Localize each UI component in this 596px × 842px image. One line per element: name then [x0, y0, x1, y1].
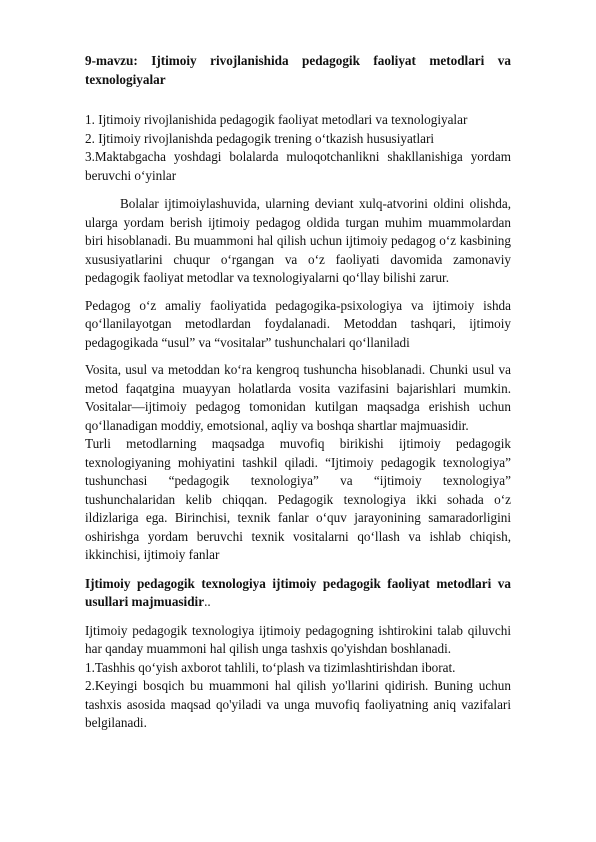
paragraph-5: Ijtimoiy pedagogik texnologiya ijtimoiy pedagogning ishtirokini talab qiluvchi har qanday muammoni hal qilish unga tashxis qo'yishdan boshlanadi.	[85, 622, 511, 656]
paragraph-3: Vosita, usul va metoddan ko‘ra kengroq tushuncha hisoblanadi. Chunki usul va metod faqatgina muayyan holatlarda vosita vazifasini bajarishlari mumkin. Vositalar—ijtimoiy pedagog tomonidan kutilgan maqsadga erishish uchun qo‘llanadigan moddiy, emotsional, aqliy va boshqa shartlar majmuasidir.	[85, 362, 511, 433]
paragraph-4: Turli metodlarning maqsadga muvofiq birikishi ijtimoiy pedagogik texnologiyaning mohiyatini tashkil qiladi. “Ijtimoiy pedagogik texnologiya” tushunchasi “pedagogik texnologiya” va “ijtimoiy texnologiya” tushunchalaridan kelib chiqqan. Pedagogik texnologiya ikki sohada o‘z ildizlariga ega. Birinchisi, texnik fanlar o‘quv jarayonining samaradorligini oshirishga yordam beruvchi texnik vositalarni qo‘llash va ishlab chiqish, ikkinchisi, ijtimoiy fanlar	[85, 436, 511, 562]
section-heading-text: Ijtimoiy pedagogik texnologiya ijtimoiy pedagogik faoliyat metodlari va usullari majmuasidir	[85, 575, 511, 609]
spacer	[85, 89, 511, 111]
section-heading-suffix: ..	[204, 594, 211, 609]
paragraph-2: Pedagog o‘z amaliy faoliyatida pedagogika-psixologiya va ijtimoiy ishda qo‘llanilayotgan metodlardan foydalanadi. Metoddan tashqari, ijtimoiy pedagogikada “usul” va “vositalar” tushunchalari qo‘llaniladi	[85, 297, 511, 350]
paragraph-6: 1.Tashhis qo‘yish axborot tahlili, to‘plash va tizimlashtirishdan iborat.	[85, 659, 456, 675]
paragraph-7: 2.Keyingi bosqich bu muammoni hal qilish yo'llarini qidirish. Buning uchun tashxis asosida maqsad qo'yiladi va unga muvofiq faoliyatning aniq vazifalari belgilanadi.	[85, 678, 511, 730]
paragraph-1: Bolalar ijtimoiylashuvida, ularning deviant xulq-atvorini oldini olishda, ularga yordam berish ijtimoiy pedagog oldida turgan muhim muammolardan biri hisoblanadi. Bu muammoni hal qilish uchun ijtimoiy pedagog o‘z kasbining xususiyatlarini chuqur o‘rgangan va o‘z faoliyati davomida zamonaviy pedagogik faoliyat metodlar va texnologiyalarni qo‘llay bilishi zarur.	[85, 196, 511, 285]
document-page	[85, 52, 511, 733]
plan-item-2: 2. Ijtimoiy rivojlanishda pedagogik trening o‘tkazish hususiyatlari	[85, 130, 435, 146]
plan-item-1: 1. Ijtimoiy rivojlanishida pedagogik faoliyat metodlari va texnologiyalar	[85, 112, 468, 127]
plan-item-3: 3.Maktabgacha yoshdagi bolalarda muloqotchanlikni shakllanishiga yordam beruvchi o‘yinlar	[85, 149, 511, 183]
section-heading	[85, 575, 511, 612]
document-title: 9-mavzu: Ijtimoiy rivojlanishida pedagogik faoliyat metodlari va texnologiyalar	[85, 53, 511, 87]
